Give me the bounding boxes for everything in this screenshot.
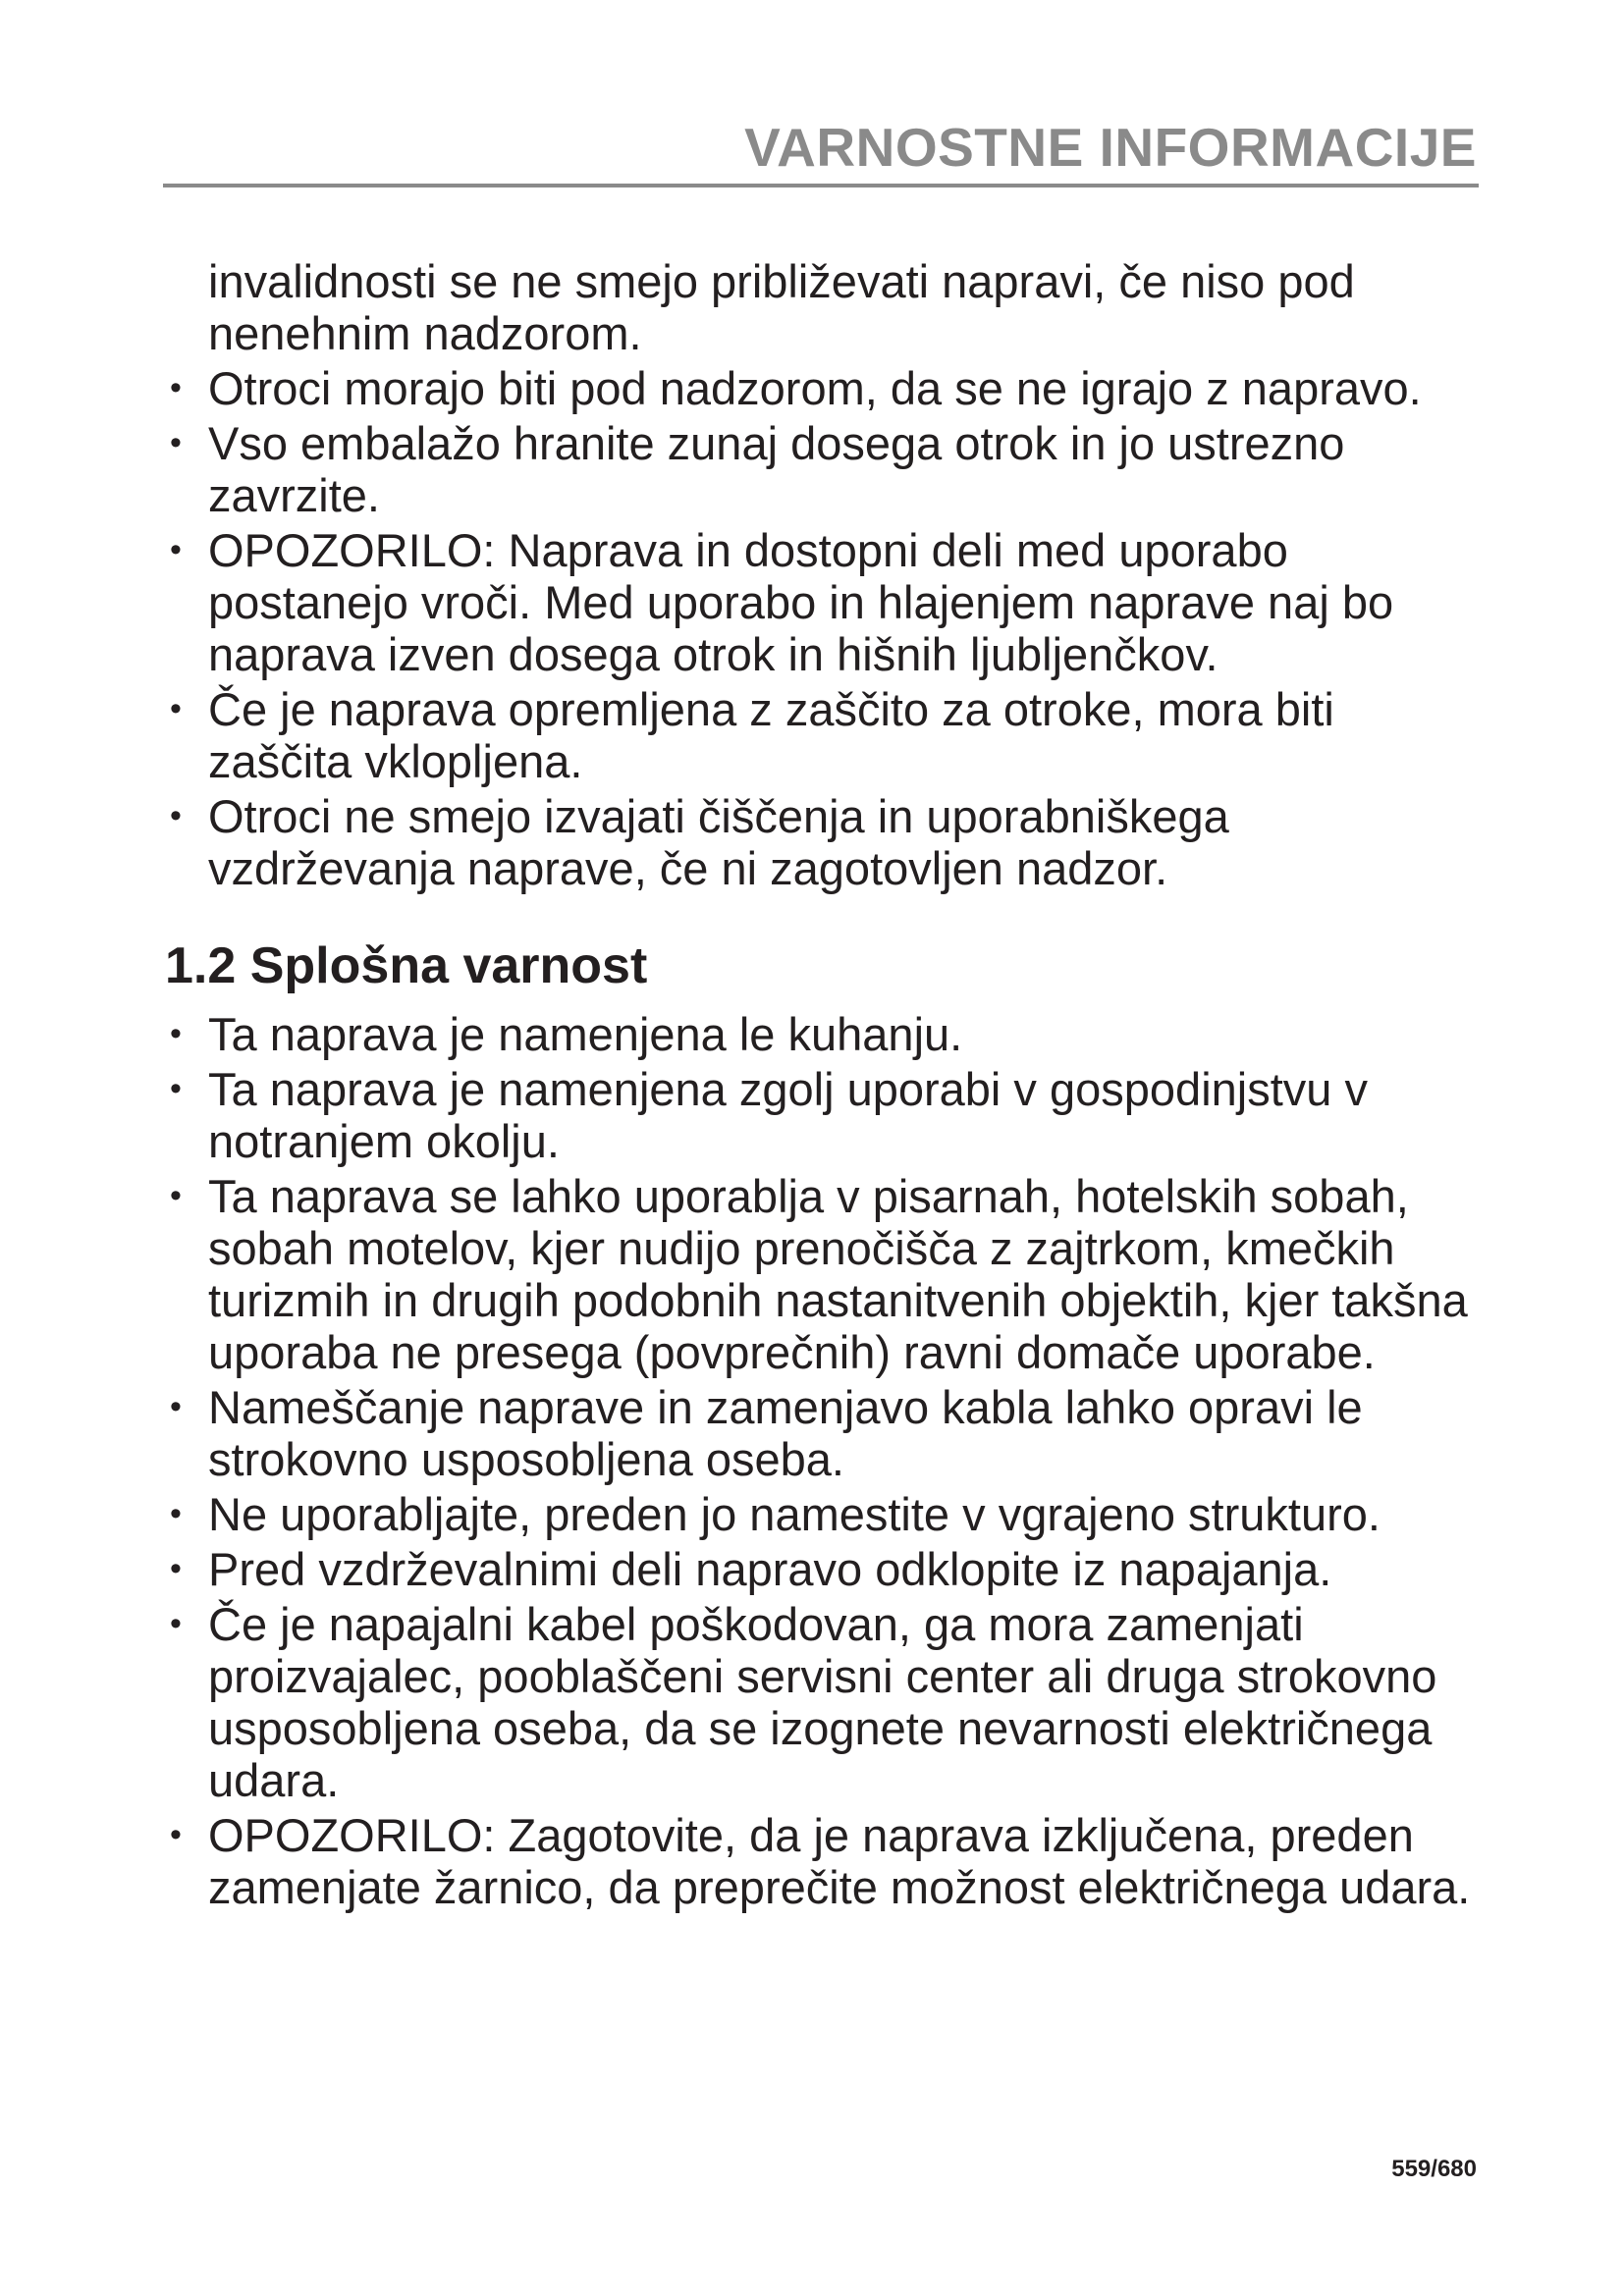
document-body [163,255,1479,1916]
bullet-icon: • [170,1816,182,1853]
page-header-title: VARNOSTNE INFORMACIJE [744,117,1477,178]
list-item [163,1598,1479,1806]
list-item [163,417,1479,521]
list-item [163,362,1479,414]
list-item [163,1008,1479,1060]
list-item [163,683,1479,787]
list-item-text: OPOZORILO: Zagotovite, da je naprava izključena, preden zamenjate žarnico, da preprečite možnost električnega udara. [208,1809,1471,1913]
list-item [163,1063,1479,1167]
list-item [163,1381,1479,1485]
bullet-icon: • [170,1177,182,1214]
bullet-icon: • [170,1015,182,1052]
list-item [163,1170,1479,1378]
list-item-text: Ne uporabljajte, preden jo namestite v vgrajeno strukturo. [208,1488,1380,1540]
bullet-icon: • [170,1070,182,1107]
list-item-text: Pred vzdrževalnimi deli napravo odklopite iz napajanja. [208,1543,1332,1595]
section-heading: 1.2 Splošna varnost [165,937,648,994]
list-item [163,1543,1479,1595]
list-item [163,1809,1479,1913]
general-safety-list [163,1008,1479,1913]
list-item-text: Otroci morajo biti pod nadzorom, da se ne igrajo z napravo. [208,362,1422,414]
bullet-icon: • [170,1550,182,1587]
bullet-icon: • [170,1495,182,1532]
bullet-icon: • [170,1388,182,1425]
list-item-text: Ta naprava je namenjena le kuhanju. [208,1008,963,1060]
header-divider [163,184,1479,187]
list-item-text: Ta naprava se lahko uporablja v pisarnah, hotelskih sobah, sobah motelov, kjer nudijo prenočišča z zajtrkom, kmečkih turizmih in drugih podobnih nastanitvenih objektih, kjer takšna uporaba ne presega (povprečnih) ravni domače uporabe. [208,1170,1468,1378]
list-item [163,790,1479,894]
list-item [163,524,1479,680]
bullet-icon: • [170,690,182,727]
bullet-icon: • [170,1605,182,1642]
list-item-text: Otroci ne smejo izvajati čiščenja in uporabniškega vzdrževanja naprave, če ni zagotovljen nadzor. [208,790,1229,894]
bullet-icon: • [170,797,182,834]
continuation-paragraph: invalidnosti se ne smejo približevati napravi, če niso pod nenehnim nadzorom. [208,255,1355,359]
page-number: 559/680 [1391,2156,1477,2182]
list-item-text: Če je naprava opremljena z zaščito za otroke, mora biti zaščita vklopljena. [208,683,1334,787]
list-item-text: Vso embalažo hranite zunaj dosega otrok in jo ustrezno zavrzite. [208,417,1345,521]
bullet-icon: • [170,424,182,461]
list-item-text: Nameščanje naprave in zamenjavo kabla lahko opravi le strokovno usposobljena oseba. [208,1381,1363,1485]
list-item [163,1488,1479,1540]
bullet-icon: • [170,531,182,568]
list-item-text: OPOZORILO: Naprava in dostopni deli med uporabo postanejo vroči. Med uporabo in hlajenjem naprave naj bo naprava izven dosega otrok in hišnih ljubljenčkov. [208,524,1394,680]
bullet-icon: • [170,369,182,406]
children-safety-list [163,362,1479,894]
list-item-text: Če je napajalni kabel poškodovan, ga mora zamenjati proizvajalec, pooblaščeni servisni center ali druga strokovno usposobljena oseba, da se izognete nevarnosti električnega udara. [208,1598,1437,1806]
list-item-text: Ta naprava je namenjena zgolj uporabi v gospodinjstvu v notranjem okolju. [208,1063,1368,1167]
